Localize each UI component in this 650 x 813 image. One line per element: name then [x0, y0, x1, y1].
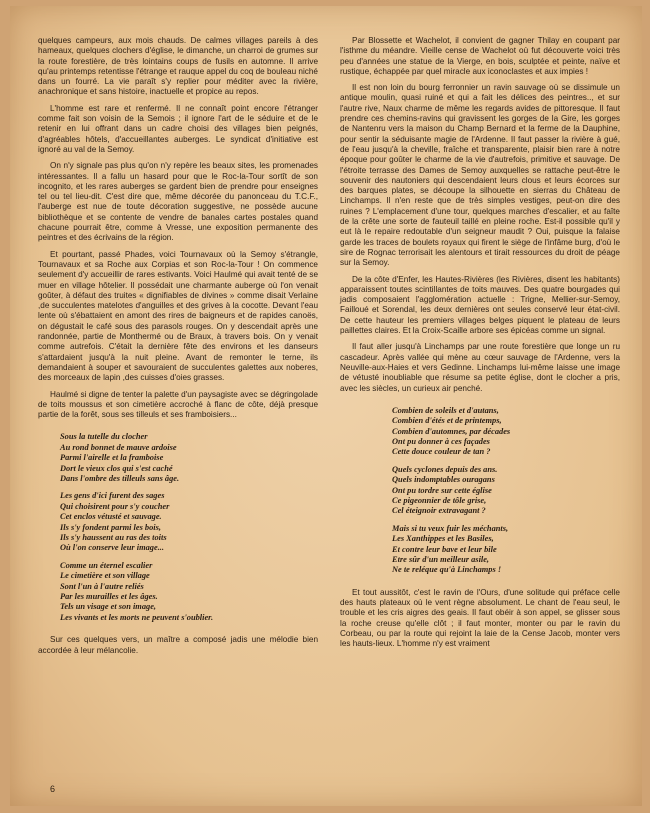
- paragraph: Par Blossette et Wachelot, il convient de gagner Thilay en coupant par l'isthme du méandre. Vieille cense de Wachelot où fut découverte voici très peu d'années une statue de la Vierge, en bois, sculptée et peinte, naïve et rustique, échappée par quel miracle aux iconoclastes et aux impies !: [340, 36, 620, 76]
- poem-stanza: [340, 524, 620, 576]
- paragraph: Haulmé si digne de tenter la palette d'un paysagiste avec se dégringolade de toits moussus et son cimetière accroché à flanc de côte, déjà presque partie de la forêt, sous ses tilleuls et ses framboisiers...: [38, 389, 318, 420]
- paragraph: Il est non loin du bourg ferronnier un ravin sauvage où se dissimule un antique moulin, quasi ruiné et qui a fait les délices des peintres.., et sur l'autre rive, Naux charme de même les regards avides de pittoresque. Il faut prendre ces chemins-ravins qui gravissent les gorges de la Gire, les gorges de Nantenru vers la maison du Champ Bernard et la ferme de la Dauphine, pour sentir la séduisante magie de l'Ardenne. Il faut passer la rivière à gué, de l'eau jusqu'à la cheville, fraîche et transparente, plaisir bien rare à notre époque pour goûter le charme de la vie d'autrefois, primitive et sauvage. De l'étroite terrasse des Dames de Semoy auxquelles se rattache peut-être le souvenir des nautoniers qui descendaient leurs clous et leurs écorces sur des barques plates, se découpe la silhouette en sierras du Château de Linchamps. Il n'en reste que de très simples vestiges, peut-on dire des ruines ? L'emplacement d'une tour, quelques marches d'escalier, et au faîte de la crête une sorte de fauteuil taillé en pleine roche. Est-il possible qu'il y eut là le repaire redoutable d'un seigneur maudit ? Oui, puisque la falaise garde les traces de boulets royaux qui firent le siège de l'infâme burg, d'où le sire de Rognac terrorisait les alentours et tirait ressources du droit de péage sur la Semoy.: [340, 83, 620, 268]
- poem-line: Quels cyclones depuis des ans.: [392, 464, 498, 474]
- paragraph: On n'y signale pas plus qu'on n'y repère les beaux sites, les promenades intéressantes. Il a fallu un hasard pour que le Roc-la-Tour sortît de son incognito, et les rares auberges se gardent bien de prendre pour enseignes tel ou tel lieu-dit. C'est dire que, même décorée du panonceau du T.C.F., l'auberge est nue de toute décoration suggestive, ne possède aucune bibliothèque et se contente de vendre de banales cartes postales quand chacune pourrait être, comme à Vresse, une exposition permanente des peintres et des écrivains de la région.: [38, 161, 318, 243]
- paragraph: De la côte d'Enfer, les Hautes-Rivières (les Rivières, disent les habitants) apparaissent toutes scintillantes de toits mauves. Des quatre bourgades qui jadis composaient l'agglomération actuelle : Trigne, Mellier-sur-Semoy, Failloué et Sorendal, les deux dernières ont seules conservé leur état-civil. De cette hauteur les premiers villages belges piquent le plateau de leurs paillettes claires. Et la Croix-Scaille arbore ses épicéas comme un signal.: [340, 274, 620, 336]
- poem-line: Combien d'automnes, par décades: [392, 426, 511, 436]
- poem-line: Combien de soleils et d'autans,: [392, 405, 499, 415]
- poem-stanza: [340, 465, 620, 517]
- right-column: [340, 36, 620, 656]
- poem-line: Mais si tu veux fuir les méchants,: [392, 523, 509, 533]
- paragraph: Et tout aussitôt, c'est le ravin de l'Ours, d'une solitude qui préface celle des hauts plateaux où le vent règne absolument. Le chant de l'eau seul, le trouble et les cris aigres des geais. Il faut obéir à son appel, se glisser sous la roche creuse qu'elle clôt ; il faut monter, monter ou par le ravin du Corbeau, ou par la route qui rejoint la laie de la Cense Jacob, monter vers les hauts-lieux. L'homme n'y est vraiment: [340, 587, 620, 649]
- poem-line: Cette douce couleur de tan ?: [392, 447, 491, 457]
- left-column: [38, 36, 318, 662]
- poem-line: Sous la tutelle du clocher: [60, 432, 148, 442]
- poem-stanza: [340, 406, 620, 458]
- poem-line: Le cimetière et son village: [60, 571, 150, 581]
- paragraph: L'homme est rare et renfermé. Il ne connaît point encore l'étranger comme fait son voisin de la Semois ; il ignore l'art de le séduire et de le retenir en lui offrant dans un cadre choisi des villages bien peignés, d'agréables hôtels, d'accueillantes auberges. Le syndicat d'initiative est ignoré au val de la Semoy.: [38, 103, 318, 154]
- poem-line: Parmi l'airelle et la framboise: [60, 453, 164, 463]
- paragraph: Sur ces quelques vers, un maître a composé jadis une mélodie bien accordée à leur mélancolie.: [38, 635, 318, 655]
- poem-line: Sont l'un à l'autre reliés: [60, 581, 144, 591]
- poem-line: Ils s'y fondent parmi les bois,: [60, 522, 161, 532]
- poem-line: Les gens d'ici furent des sages: [60, 491, 165, 501]
- page-number: 6: [50, 784, 56, 794]
- poem-line: Les Xanthippes et les Basiles,: [392, 534, 494, 544]
- magazine-page: [10, 6, 642, 806]
- poem-line: Ne te reléque qu'à Linchamps !: [392, 565, 502, 575]
- poem-line: Dort le vieux clos qui s'est caché: [60, 463, 173, 473]
- paragraph: Et pourtant, passé Phades, voici Tournavaux où la Semoy s'étrangle, Tournavaux et sa Roche aux Corpias et son Roc-la-Tour ! On commence seulement d'y accueillir de rares estivants. Voici Haulmé qui avait tenté de se muer en village hôtelier. Il possédait une charmante auberge où l'on venait goûter, à défaut des truites « dignifiables de divines » comme disait Verlaine ,de succulentes matelotes d'anguilles et des grives à la cocotte. Devant l'eau lente où s'ébattaient en amont des rires de baigneurs et de rapides canoës, on dégustait le café sous des parasols rouges. On y descendait après une randonnée, partie de Monthermé ou de Braux, à travers bois. On y venait comme autrefois. C'était la dernière fête des environs et les danseurs s'attardaient jusqu'à la nuit pleine. Avant de remonter le terne, ils demandaient à souper et savouraient de succulentes galettes aux noberes, des morceaux de lapin ,des cuisses d'oies grasses.: [38, 249, 318, 383]
- poem-line: Les vivants et les morts ne peuvent s'oublier.: [60, 612, 214, 622]
- poem-line: Dans l'ombre des tilleuls sans âge.: [60, 474, 180, 484]
- poem-line: Par les murailles et les âges.: [60, 592, 158, 602]
- poem-line: Ont pu donner à ces façades: [392, 437, 490, 447]
- poem-line: Tels un visage et son image,: [60, 602, 157, 612]
- poem-stanza: [38, 561, 318, 623]
- poem-stanza: [38, 432, 318, 484]
- poem-line: Quels indomptables ouragans: [392, 475, 495, 485]
- paragraph: quelques campeurs, aux mois chauds. De calmes villages pareils à des hameaux, quelques clochers d'église, le dimanche, un charroi de grumes sur la route forestière, de très lointains coups de fusils en automne. Il arrive qu'au printemps retentisse l'étrange et rauque appel du coq de bouleau niché dans un fourré. La vie paraît s'y replier pour méditer avec la rivière, anachronique et sans histoire, inactuelle et propice au repos.: [38, 36, 318, 97]
- poem-line: Ce pigeonnier de tôle grise,: [392, 496, 487, 506]
- poem-line: Ils s'y haussent au ras des toits: [60, 533, 167, 543]
- poem-line: Et contre leur bave et leur bile: [392, 544, 497, 554]
- poem-line: Où l'on conserve leur image...: [60, 543, 164, 553]
- poem-line: Combien d'étés et de printemps,: [392, 416, 502, 426]
- poem-line: Etre sûr d'un meilleur asile,: [392, 555, 490, 565]
- poem-line: Au rond bonnet de mauve ardoise: [60, 442, 177, 452]
- poem-line: Qui choisirent pour s'y coucher: [60, 501, 170, 511]
- poem-line: Ont pu tordre sur cette église: [392, 485, 492, 495]
- poem-line: Cel éteignoir extravagant ?: [392, 506, 486, 516]
- paragraph: Il faut aller jusqu'à Linchamps par une route forestière que longe un ru cascadeur. Après vallée qui mène au cœur sauvage de l'Ardenne, vers la Neuville-aux-Haies et vers Gedinne. Linchamps lui-même laisse une image de vétusté inoubliable que résume sa petite église, dont le clocher a pris, avec les siècles, un curieux air penché.: [340, 342, 620, 393]
- poem-line: Comme un éternel escalier: [60, 560, 153, 570]
- poem-line: Cet enclos vétusté et sauvage.: [60, 512, 162, 522]
- poem-stanza: [38, 491, 318, 553]
